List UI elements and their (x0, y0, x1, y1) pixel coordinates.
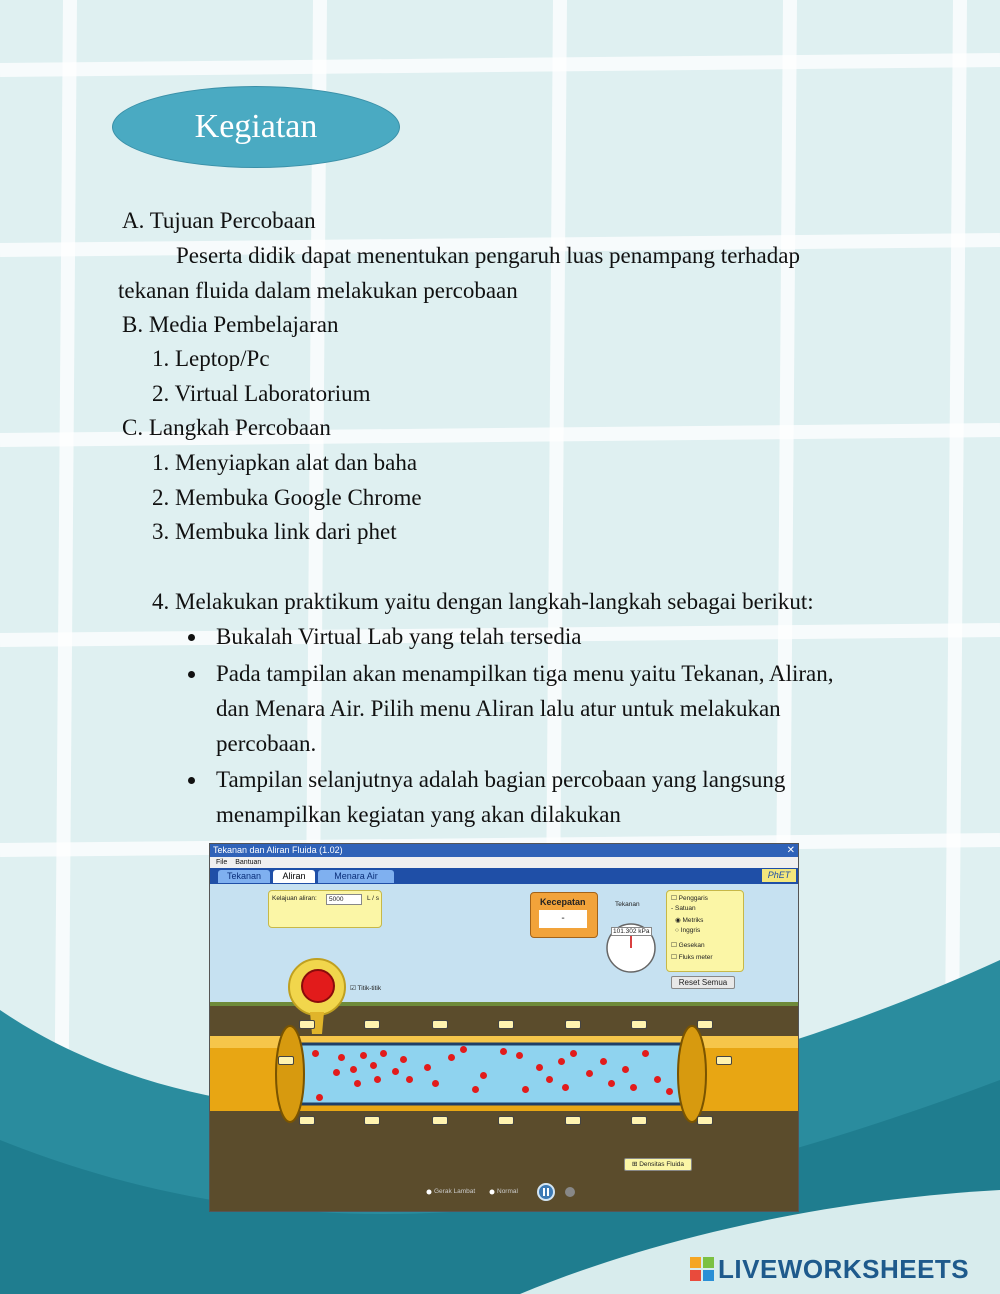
brand-text: LIVEWORKSHEETS (718, 1253, 970, 1284)
particle (460, 1046, 467, 1053)
section-c-item: 1. Menyiapkan alat dan baha (152, 450, 418, 475)
particle (374, 1076, 381, 1083)
bullet-dot (188, 671, 195, 678)
particle (608, 1080, 615, 1087)
particle (586, 1070, 593, 1077)
unit-metric-radio[interactable]: ◉ Metriks (675, 917, 704, 924)
pressure-marker[interactable] (631, 1020, 647, 1029)
pressure-marker[interactable] (364, 1116, 380, 1125)
particle (516, 1052, 523, 1059)
close-icon[interactable]: ✕ (786, 845, 795, 856)
pressure-marker[interactable] (565, 1116, 581, 1125)
unit-english-radio[interactable]: ○ Inggris (675, 927, 701, 934)
particle (354, 1080, 361, 1087)
particle (316, 1094, 323, 1101)
pressure-marker[interactable] (278, 1056, 294, 1065)
slow-motion-radio[interactable]: Gerak Lambat (434, 1188, 476, 1195)
pressure-marker[interactable] (299, 1020, 315, 1029)
flow-input[interactable]: 5000 (326, 894, 362, 905)
section-a-paragraph-line2: tekanan fluida dalam melakukan percobaan (118, 278, 518, 303)
section-b-item: 2. Virtual Laboratorium (152, 381, 371, 406)
bullet-dot (188, 777, 195, 784)
particle (338, 1054, 345, 1061)
bullet-text-2-line1: Pada tampilan akan menampilkan tiga menu yaitu Tekanan, Aliran, (216, 661, 834, 686)
gauge-value: 101.302 kPa (613, 928, 650, 935)
particle (642, 1050, 649, 1057)
pressure-marker[interactable] (631, 1116, 647, 1125)
tab-tekanan[interactable]: Tekanan (218, 870, 270, 883)
pressure-marker[interactable] (697, 1116, 713, 1125)
sim-tab-bar (210, 868, 798, 884)
section-b-item: 1. Leptop/Pc (152, 346, 270, 371)
liveworksheets-brand[interactable] (690, 1255, 969, 1283)
section-c-item: 3. Membuka link dari phet (152, 519, 397, 544)
particle (500, 1048, 507, 1055)
particle (400, 1056, 407, 1063)
section-c-item-4: 4. Melakukan praktikum yaitu dengan langkah-langkah sebagai berikut: (152, 589, 814, 614)
fluid-density-button[interactable]: ⊞ Densitas Fluida (624, 1158, 692, 1171)
bullet-text-3-line2: menampilkan kegiatan yang akan dilakukan (216, 802, 621, 827)
pressure-marker[interactable] (299, 1116, 315, 1125)
particle (570, 1050, 577, 1057)
flow-unit: L / s (367, 895, 380, 902)
reset-all-button[interactable]: Reset Semua (671, 976, 735, 989)
activity-heading-pill (112, 86, 400, 168)
step-button[interactable] (562, 1184, 576, 1198)
tab-menara-air[interactable]: Menara Air (318, 870, 394, 883)
particle (370, 1062, 377, 1069)
particle (312, 1050, 319, 1057)
pressure-marker[interactable] (716, 1056, 732, 1065)
pressure-marker[interactable] (432, 1116, 448, 1125)
particle (350, 1066, 357, 1073)
pressure-marker[interactable] (565, 1020, 581, 1029)
normal-speed-radio[interactable]: Normal (497, 1188, 518, 1195)
pressure-marker[interactable] (432, 1020, 448, 1029)
simulation-screenshot (209, 843, 799, 1212)
bullet-text-2-line3: percobaan. (216, 731, 317, 756)
pressure-marker[interactable] (498, 1116, 514, 1125)
section-a-title: A. Tujuan Percobaan (122, 208, 316, 233)
particle (536, 1064, 543, 1071)
friction-checkbox[interactable]: ☐ Gesekan (671, 942, 705, 949)
ruler-checkbox[interactable]: ☐ Penggaris (671, 895, 708, 902)
particle (448, 1054, 455, 1061)
pressure-marker[interactable] (364, 1020, 380, 1029)
particle (424, 1064, 431, 1071)
phet-logo: PhET (762, 869, 796, 882)
section-c-title: C. Langkah Percobaan (122, 415, 331, 440)
activity-heading: Kegiatan (194, 108, 318, 145)
particle (472, 1086, 479, 1093)
gauge-label: Tekanan (615, 901, 640, 908)
bullet-text-1: Bukalah Virtual Lab yang telah tersedia (216, 624, 582, 649)
pressure-marker[interactable] (697, 1020, 713, 1029)
sim-menu-bar (210, 857, 798, 868)
sim-window-title: Tekanan dan Aliran Fluida (1.02) ✕ (210, 844, 798, 857)
flow-label: Kelajuan aliran: (272, 895, 317, 902)
particle (562, 1084, 569, 1091)
particle (546, 1076, 553, 1083)
particle (333, 1069, 340, 1076)
liveworksheets-logo-icon (690, 1257, 714, 1281)
particle (630, 1084, 637, 1091)
bullet-text-2-line2: dan Menara Air. Pilih menu Aliran lalu atur untuk melakukan (216, 696, 781, 721)
particle (522, 1086, 529, 1093)
particle (600, 1058, 607, 1065)
particle (406, 1076, 413, 1083)
pause-button[interactable] (536, 1182, 556, 1202)
particle (558, 1058, 565, 1065)
particle (360, 1052, 367, 1059)
particle (432, 1080, 439, 1087)
flux-checkbox[interactable]: ☐ Fluks meter (671, 954, 713, 961)
menu-help[interactable]: Bantuan (235, 859, 262, 866)
units-label: - Satuan (671, 905, 696, 912)
options-panel (666, 890, 744, 972)
tab-aliran[interactable]: Aliran (273, 870, 315, 883)
particle (380, 1050, 387, 1057)
speed-label: Kecepatan (540, 897, 586, 907)
particle (666, 1088, 673, 1095)
section-b-title: B. Media Pembelajaran (122, 312, 339, 337)
section-c-item: 2. Membuka Google Chrome (152, 485, 422, 510)
pressure-marker[interactable] (498, 1020, 514, 1029)
bullet-dot (188, 634, 195, 641)
menu-file[interactable]: File (216, 859, 228, 866)
flow-rate-panel (268, 890, 382, 928)
dots-checkbox[interactable]: ☑ Titik-titik (350, 985, 382, 992)
section-a-paragraph-line1: Peserta didik dapat menentukan pengaruh luas penampang terhadap (176, 243, 800, 268)
particle (622, 1066, 629, 1073)
speed-value: - (539, 910, 587, 928)
particle (480, 1072, 487, 1079)
bullet-text-3-line1: Tampilan selanjutnya adalah bagian percobaan yang langsung (216, 767, 786, 792)
particle (654, 1076, 661, 1083)
particle (392, 1068, 399, 1075)
speed-panel[interactable] (530, 892, 598, 938)
